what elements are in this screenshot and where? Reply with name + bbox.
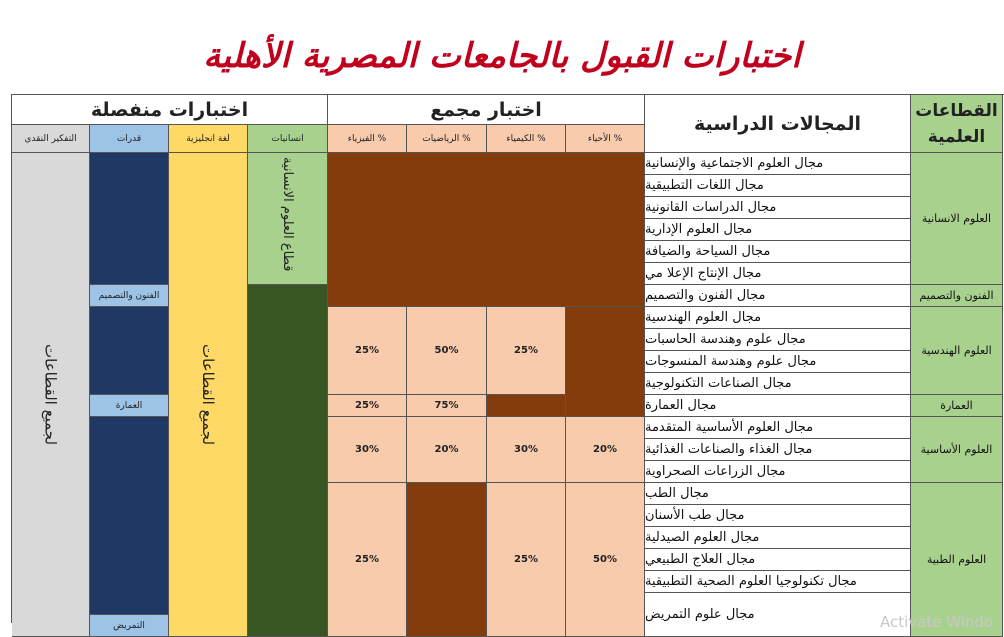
sector-basic-sciences: العلوم الأساسية [911, 417, 1003, 483]
subheader-physics: الفيزياء % [328, 125, 407, 153]
subheader-biology: الأحياء % [566, 125, 645, 153]
medical-physics-pct: 25% [328, 483, 407, 637]
field-row: مجال الغذاء والصناعات الغذائية [645, 439, 911, 461]
field-row: مجال الدراسات القانونية [645, 197, 911, 219]
abilities-none-humanities [90, 153, 169, 285]
sector-engineering: العلوم الهندسية [911, 307, 1003, 395]
abilities-architecture: العمارة [90, 395, 169, 417]
header-combined-test: اختبار مجمع [328, 95, 645, 125]
field-row: مجال الإنتاج الإعلا مي [645, 263, 911, 285]
admission-table [11, 94, 1004, 631]
field-row: مجال طب الأسنان [645, 505, 911, 527]
sector-medical-sciences: العلوم الطبية [911, 483, 1003, 637]
field-row: مجال الزراعات الصحراوية [645, 461, 911, 483]
field-row: مجال العلوم الأساسية المتقدمة [645, 417, 911, 439]
field-row: مجال العلاج الطبيعي [645, 549, 911, 571]
architecture-physics-pct: 25% [328, 395, 407, 417]
medical-chemistry-pct: 25% [487, 483, 566, 637]
field-row: مجال العلوم الهندسية [645, 307, 911, 329]
field-row: مجال الطب [645, 483, 911, 505]
page-title: اختبارات القبول بالجامعات المصرية الأهلية [203, 36, 801, 76]
humanities-none-cell [248, 285, 328, 637]
field-row: مجال العلوم الإدارية [645, 219, 911, 241]
engineering-physics-pct: 25% [328, 307, 407, 395]
humanities-sector-cell [248, 153, 328, 285]
field-row: مجال تكنولوجيا العلوم الصحية التطبيقية [645, 571, 911, 593]
field-row: مجال العمارة [645, 395, 911, 417]
architecture-chemistry-none [487, 395, 566, 417]
sector-arts-design: الفنون والتصميم [911, 285, 1003, 307]
basic-biology-pct: 20% [566, 417, 645, 483]
combined-none-humanities-arts [328, 153, 645, 307]
all-sectors-label: لجميع القطاعات [41, 343, 60, 446]
subheader-english: لغة انجليزية [169, 125, 248, 153]
all-sectors-critical-cell [12, 153, 90, 637]
biology-none-engineering-architecture [566, 307, 645, 417]
sector-architecture: العمارة [911, 395, 1003, 417]
field-row: مجال السياحة والضيافة [645, 241, 911, 263]
windows-activation-watermark: Activate Windo [880, 613, 994, 631]
field-row: مجال اللغات التطبيقية [645, 175, 911, 197]
subheader-chemistry: الكيمياء % [487, 125, 566, 153]
field-row: مجال الصناعات التكنولوجية [645, 373, 911, 395]
humanities-sector-label: قطاع العلوم الانسانية [280, 157, 295, 272]
engineering-math-pct: 50% [407, 307, 487, 395]
header-separate-tests: اختبارات منفصلة [12, 95, 328, 125]
header-study-fields: المجالات الدراسية [645, 95, 911, 153]
engineering-chemistry-pct: 25% [487, 307, 566, 395]
basic-math-pct: 20% [407, 417, 487, 483]
abilities-none-engineering [90, 307, 169, 395]
all-sectors-label: لجميع القطاعات [199, 343, 217, 446]
medical-math-none [407, 483, 487, 637]
field-row: مجال الفنون والتصميم [645, 285, 911, 307]
basic-physics-pct: 30% [328, 417, 407, 483]
header-scientific-sectors: القطاعات العلمية [911, 95, 1003, 153]
field-row: مجال علوم وهندسة الحاسبات [645, 329, 911, 351]
abilities-none-science [90, 417, 169, 615]
field-row: مجال العلوم الاجتماعية والإنسانية [645, 153, 911, 175]
all-sectors-english-cell [169, 153, 248, 637]
subheader-math: الرياضيات % [407, 125, 487, 153]
medical-biology-pct: 50% [566, 483, 645, 637]
sector-humanities: العلوم الانسانية [911, 153, 1003, 285]
basic-chemistry-pct: 30% [487, 417, 566, 483]
abilities-arts-design: الفنون والتصميم [90, 285, 169, 307]
abilities-nursing: التمريض [90, 615, 169, 637]
subheader-abilities: قدرات [90, 125, 169, 153]
field-row: مجال علوم وهندسة المنسوجات [645, 351, 911, 373]
architecture-math-pct: 75% [407, 395, 487, 417]
field-row: مجال العلوم الصيدلية [645, 527, 911, 549]
field-row: مجال علوم التمريض [645, 593, 911, 637]
subheader-critical-thinking: التفكير النقدي [12, 125, 90, 153]
subheader-humanities: انسانيات [248, 125, 328, 153]
